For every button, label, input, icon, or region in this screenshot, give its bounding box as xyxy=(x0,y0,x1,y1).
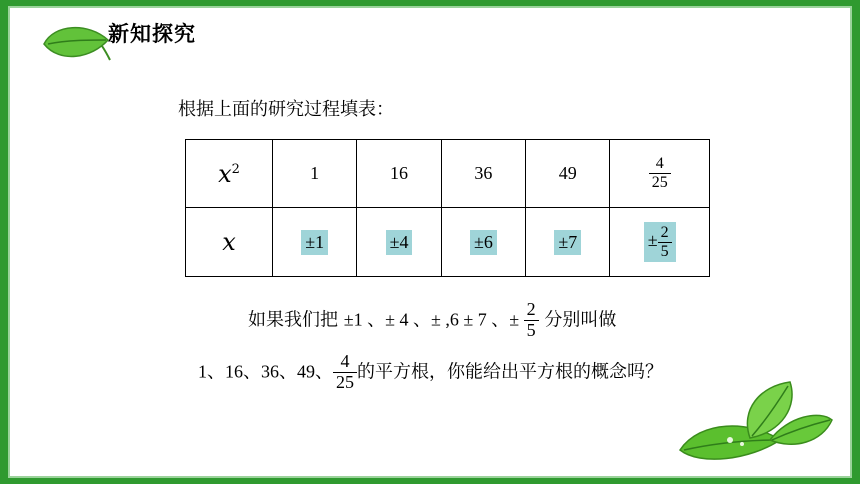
table-cell xyxy=(610,208,710,277)
table-row xyxy=(186,208,710,277)
table-row xyxy=(186,140,710,208)
instruction-text: 根据上面的研究过程填表： xyxy=(178,99,394,120)
table-cell xyxy=(441,208,525,277)
question-line-1: 如果我们把 ±1 、± 4 、± ,6 ± 7 、± $\frac{2}{5}$ 分别叫做 xyxy=(248,299,617,340)
table-cell xyxy=(526,208,610,277)
answer-highlight: ±1 xyxy=(301,230,328,255)
answer-highlight: ± $\frac{2}{5}$ xyxy=(644,222,676,262)
table-cell: 1 xyxy=(273,140,357,208)
answer-highlight: ±7 xyxy=(554,230,581,255)
table-cell xyxy=(273,208,357,277)
question-line-2: 1、16、36、49、 $\frac{4}{25}$ 的平方根，你能给出平方根的概念吗？ xyxy=(198,351,663,392)
table-cell: 49 xyxy=(526,140,610,208)
answer-highlight: ±6 xyxy=(470,230,497,255)
square-root-table xyxy=(185,139,710,277)
table-cell: 36 xyxy=(441,140,525,208)
answer-highlight: ±4 xyxy=(386,230,413,255)
table-cell: 16 xyxy=(357,140,441,208)
leaves-decoration-icon xyxy=(670,380,835,470)
fraction: $\frac{4}{25}$ xyxy=(649,155,671,191)
section-heading: 新知探究 xyxy=(108,22,196,46)
leaf-icon xyxy=(40,20,112,70)
table-cell xyxy=(610,140,710,208)
fraction: $\frac{2}{5}$ xyxy=(658,224,672,260)
row-label-x-squared: $x^2$ xyxy=(186,140,273,208)
fraction: $\frac{2}{5}$ xyxy=(524,300,539,341)
fraction: $\frac{4}{25}$ xyxy=(333,352,357,393)
table-cell xyxy=(357,208,441,277)
row-label-x: x xyxy=(186,208,273,277)
